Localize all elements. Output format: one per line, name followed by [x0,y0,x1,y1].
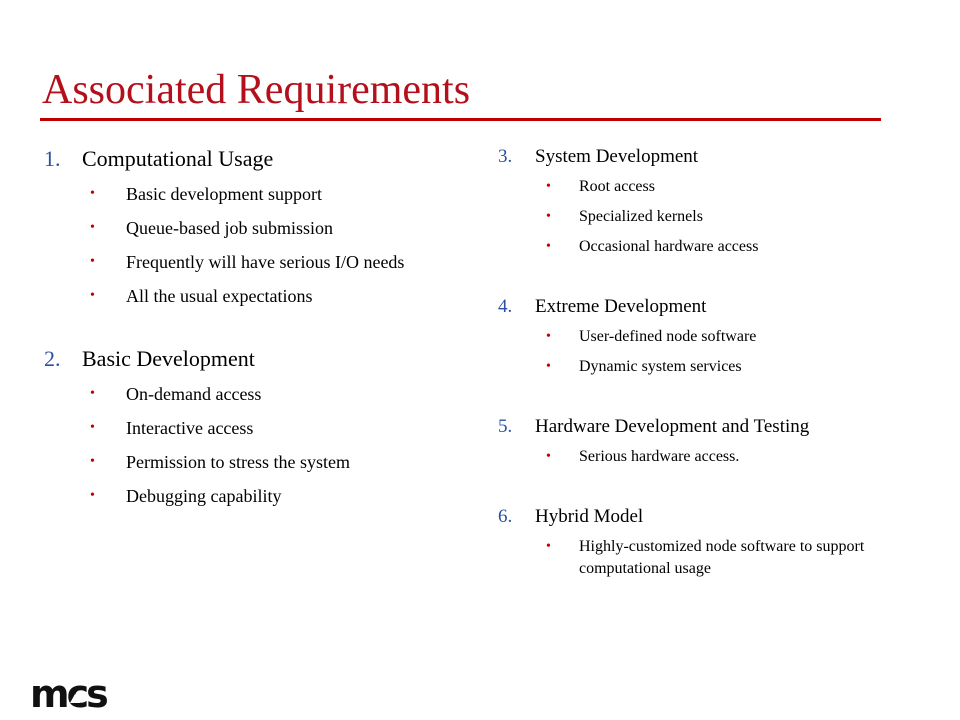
list-item-text: All the usual expectations [126,286,313,306]
section-heading [498,414,918,440]
slide-title: Associated Requirements [42,67,471,113]
list-item-text: Permission to stress the system [126,452,350,472]
section-title: Hybrid Model [535,506,644,527]
bullet-icon: • [546,179,551,194]
section-heading [44,144,464,174]
requirement-section [498,294,918,378]
requirement-section [498,504,918,580]
bullet-icon: • [90,254,95,269]
bullet-icon: • [546,329,551,344]
bullet-icon: • [90,386,95,401]
right-column [498,144,918,580]
list-item-text: Frequently will have serious I/O needs [126,252,405,272]
requirement-section [44,144,464,308]
bullet-icon: • [546,539,551,554]
bullet-list [498,536,918,580]
section-number: 5. [498,416,513,437]
list-item-text: Dynamic system services [579,358,742,375]
section-title: Computational Usage [82,146,274,171]
list-item [498,356,918,378]
list-item [498,536,918,580]
title-underline [40,118,881,121]
bullet-icon: • [90,454,95,469]
bullet-list [498,446,918,468]
list-item-text: User-defined node software [579,328,757,345]
list-item-text: Debugging capability [126,486,282,506]
list-item [44,416,464,440]
section-number: 6. [498,506,513,527]
list-item-text: Serious hardware access. [579,448,740,465]
bullet-icon: • [546,359,551,374]
section-number: 1. [44,146,61,171]
section-heading [44,344,464,374]
section-heading [498,294,918,320]
bullet-icon: • [546,449,551,464]
logo-text: mcs [30,672,106,716]
list-item-text: Root access [579,178,655,195]
list-item-text: Basic development support [126,184,322,204]
section-title: Extreme Development [535,296,707,317]
list-item-text: Highly-customized node software to support computational usage [579,538,865,577]
section-number: 3. [498,146,513,167]
bullet-list [498,326,918,378]
requirement-section [44,344,464,508]
list-item [44,284,464,308]
list-item [498,326,918,348]
list-item [44,382,464,406]
list-item [44,484,464,508]
bullet-icon: • [90,420,95,435]
section-number: 2. [44,346,61,371]
section-heading [498,144,918,170]
section-title: Hardware Development and Testing [535,416,810,437]
section-number: 4. [498,296,513,317]
left-column [44,144,464,508]
mcs-logo [30,672,106,716]
bullet-icon: • [546,209,551,224]
bullet-icon: • [90,488,95,503]
bullet-list [498,176,918,258]
bullet-icon: • [90,186,95,201]
list-item [44,250,464,274]
requirement-section [498,414,918,468]
bullet-list [44,382,464,508]
list-item [44,216,464,240]
bullet-icon: • [546,239,551,254]
list-item-text: Specialized kernels [579,208,703,225]
list-item-text: On-demand access [126,384,262,404]
section-title: System Development [535,146,699,167]
bullet-icon: • [90,288,95,303]
list-item-text: Queue-based job submission [126,218,333,238]
list-item [44,450,464,474]
bullet-list [44,182,464,308]
list-item [498,446,918,468]
section-title: Basic Development [82,346,255,371]
logo-triangle-icon [70,694,80,703]
section-heading [498,504,918,530]
list-item-text: Interactive access [126,418,254,438]
list-item-text: Occasional hardware access [579,238,759,255]
list-item [498,176,918,198]
bullet-icon: • [90,220,95,235]
list-item [498,236,918,258]
list-item [498,206,918,228]
list-item [44,182,464,206]
requirement-section [498,144,918,258]
